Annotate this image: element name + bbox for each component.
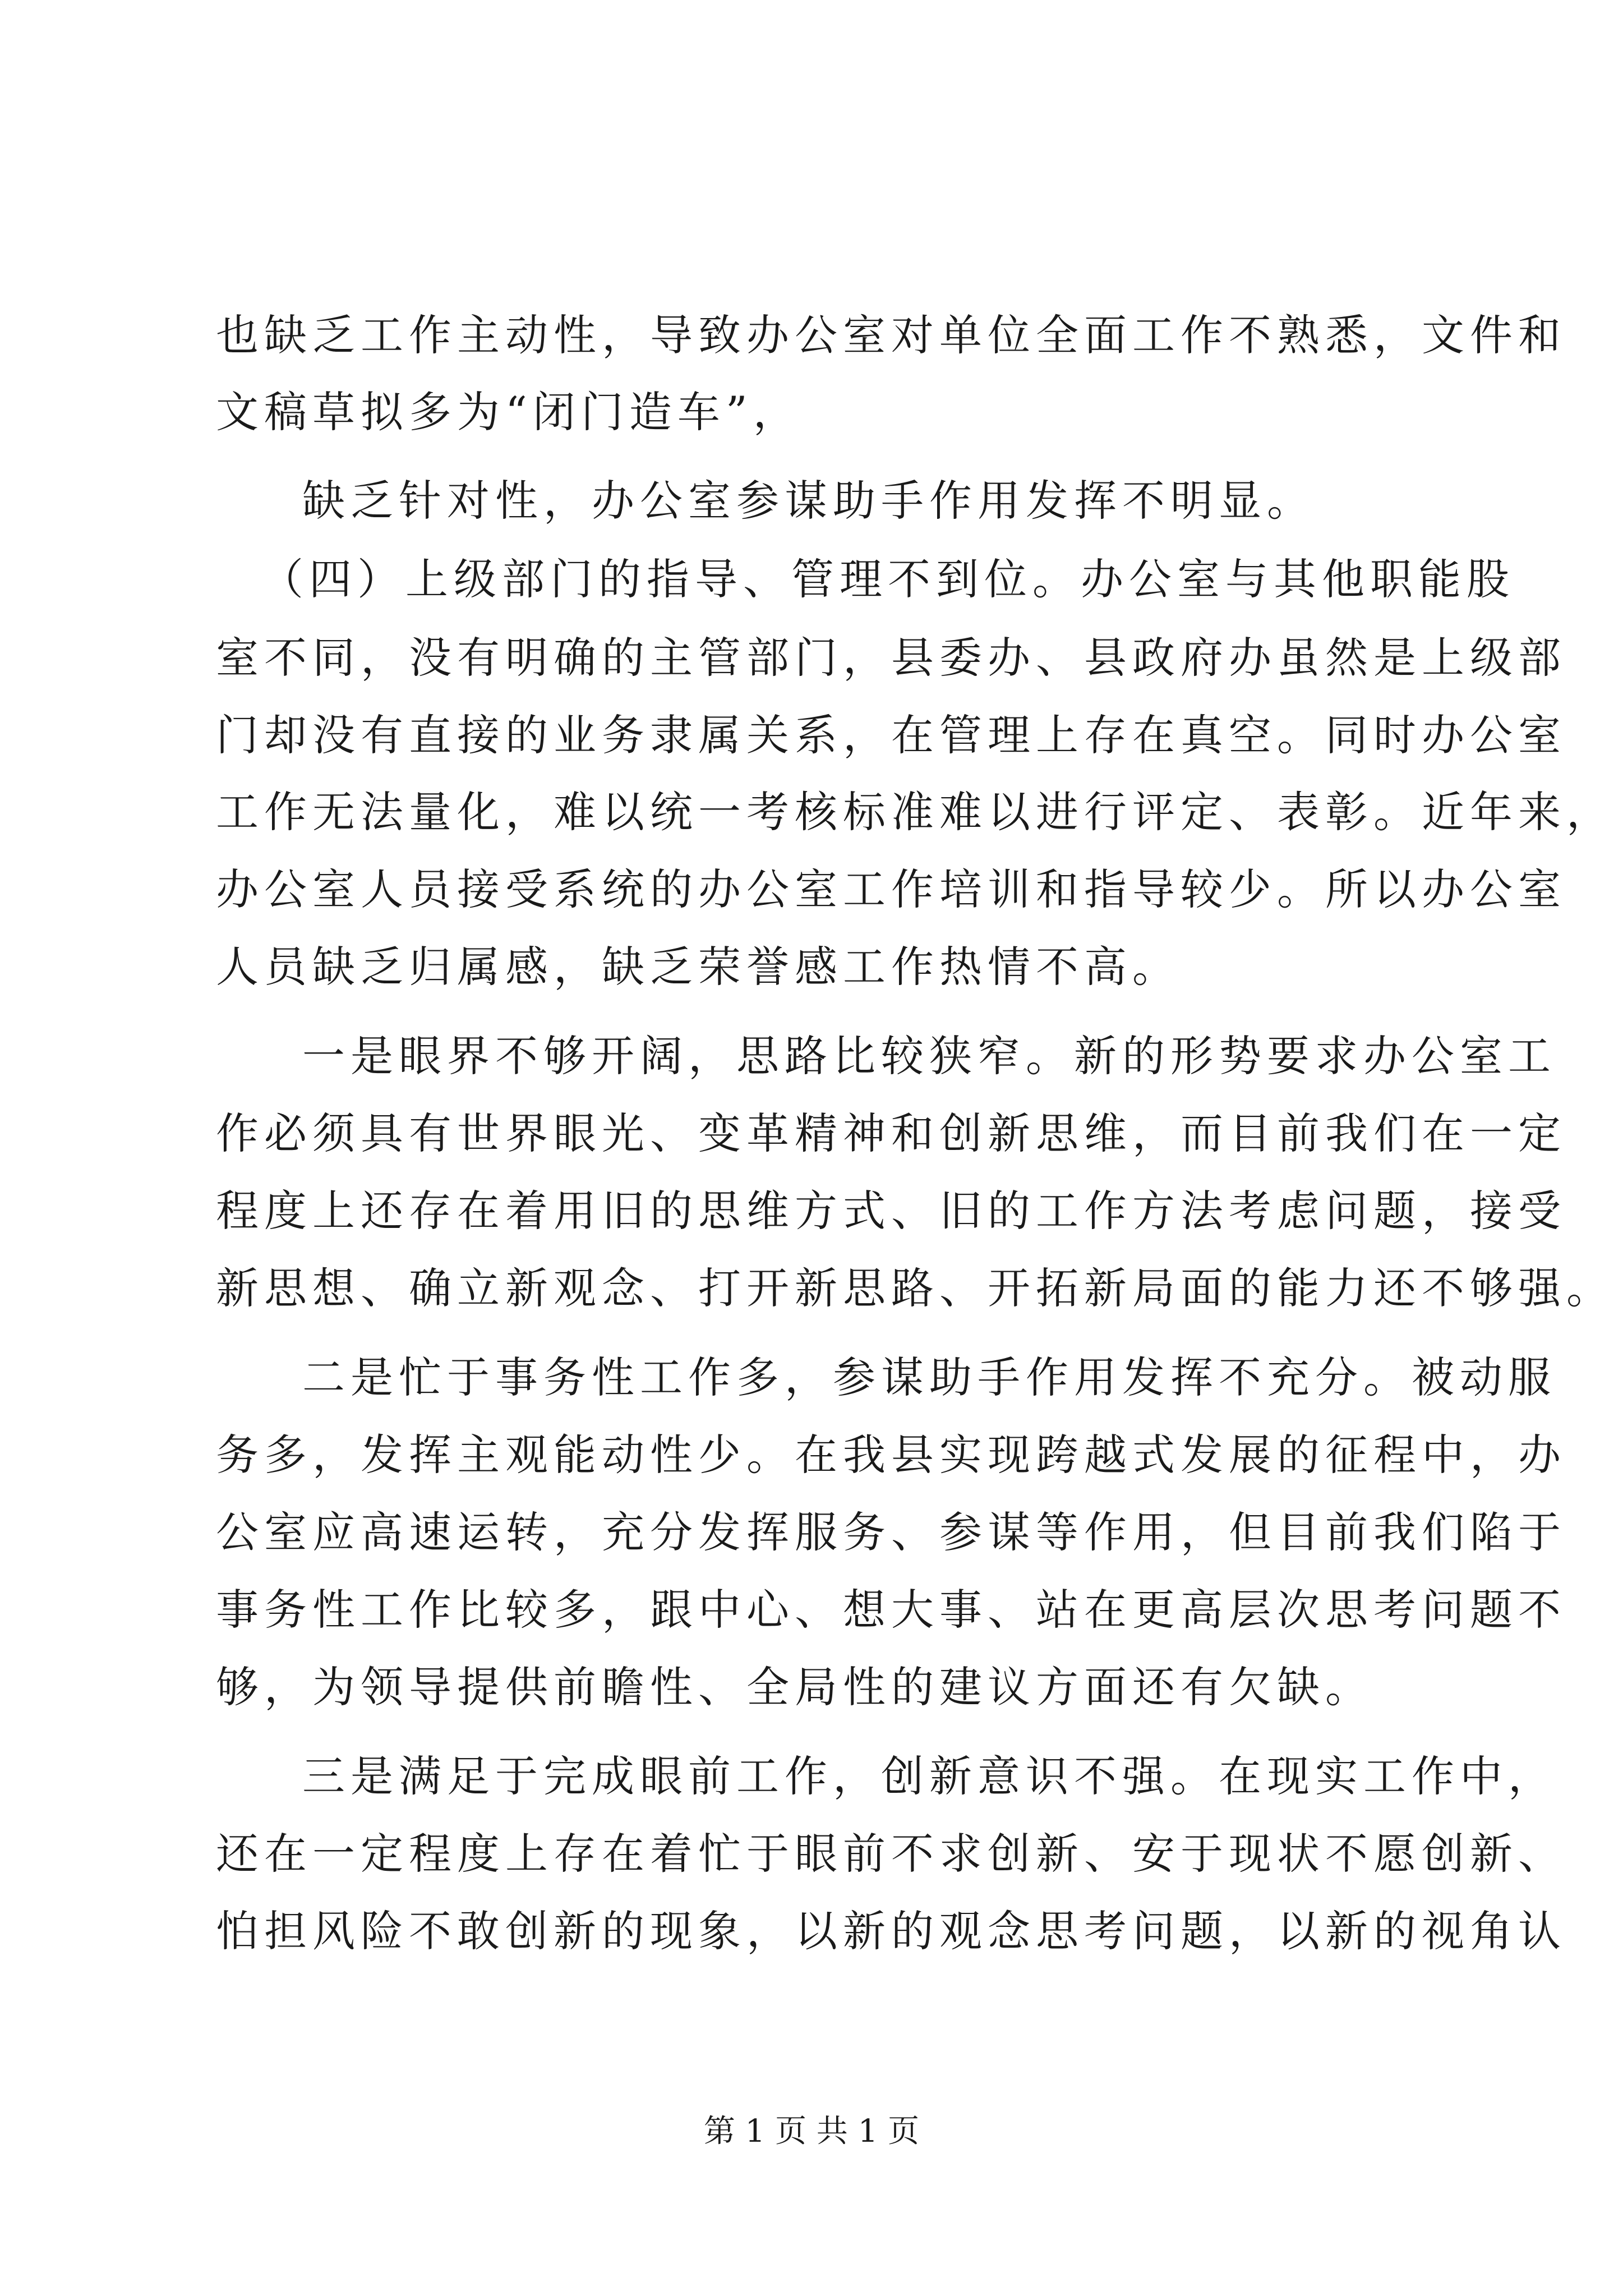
page-number-footer: 第 1 页 共 1 页 xyxy=(703,2113,920,2150)
text-line: 够，为领导提供前瞻性、全局性的建议方面还有欠缺。 xyxy=(216,1662,1373,1712)
text-line: 二是忙于事务性工作多，参谋助手作用发挥不充分。被动服 xyxy=(302,1352,1556,1402)
text-line: 一是眼界不够开阔，思路比较狭窄。新的形势要求办公室工 xyxy=(302,1031,1556,1081)
text-line: 办公室人员接受系统的办公室工作培训和指导较少。所以办公室 xyxy=(216,864,1566,914)
text-line: 工作无法量化，难以统一考核标准难以进行评定、表彰。近年来， xyxy=(216,787,1615,837)
text-line: 缺乏针对性，办公室参谋助手作用发挥不明显。 xyxy=(302,476,1315,526)
text-line: 也缺乏工作主动性，导致办公室对单位全面工作不熟悉，文件和 xyxy=(216,310,1566,360)
text-line: （四）上级部门的指导、管理不到位。办公室与其他职能股 xyxy=(261,554,1515,604)
text-line: 还在一定程度上存在着忙于眼前不求创新、安于现状不愿创新、 xyxy=(216,1829,1566,1879)
text-line: 新思想、确立新观念、打开新思路、开拓新局面的能力还不够强。 xyxy=(216,1263,1615,1313)
text-line: 人员缺乏归属感，缺乏荣誉感工作热情不高。 xyxy=(216,942,1181,992)
text-line: 怕担风险不敢创新的现象，以新的观念思考问题，以新的视角认 xyxy=(216,1906,1566,1956)
text-line: 程度上还存在着用旧的思维方式、旧的工作方法考虑问题，接受 xyxy=(216,1186,1566,1236)
text-line: 门却没有直接的业务隶属关系，在管理上存在真空。同时办公室 xyxy=(216,710,1566,760)
text-line: 作必须具有世界眼光、变革精神和创新思维，而目前我们在一定 xyxy=(216,1108,1566,1158)
text-line: 文稿草拟多为“闭门造车”， xyxy=(216,387,801,437)
text-line: 事务性工作比较多，跟中心、想大事、站在更高层次思考问题不 xyxy=(216,1585,1566,1635)
text-line: 务多，发挥主观能动性少。在我县实现跨越式发展的征程中，办 xyxy=(216,1430,1566,1480)
text-line: 公室应高速运转，充分发挥服务、参谋等作用，但目前我们陷于 xyxy=(216,1507,1566,1557)
text-line: 三是满足于完成眼前工作，创新意识不强。在现实工作中， xyxy=(302,1751,1556,1801)
text-line: 室不同，没有明确的主管部门，县委办、县政府办虽然是上级部 xyxy=(216,633,1566,683)
